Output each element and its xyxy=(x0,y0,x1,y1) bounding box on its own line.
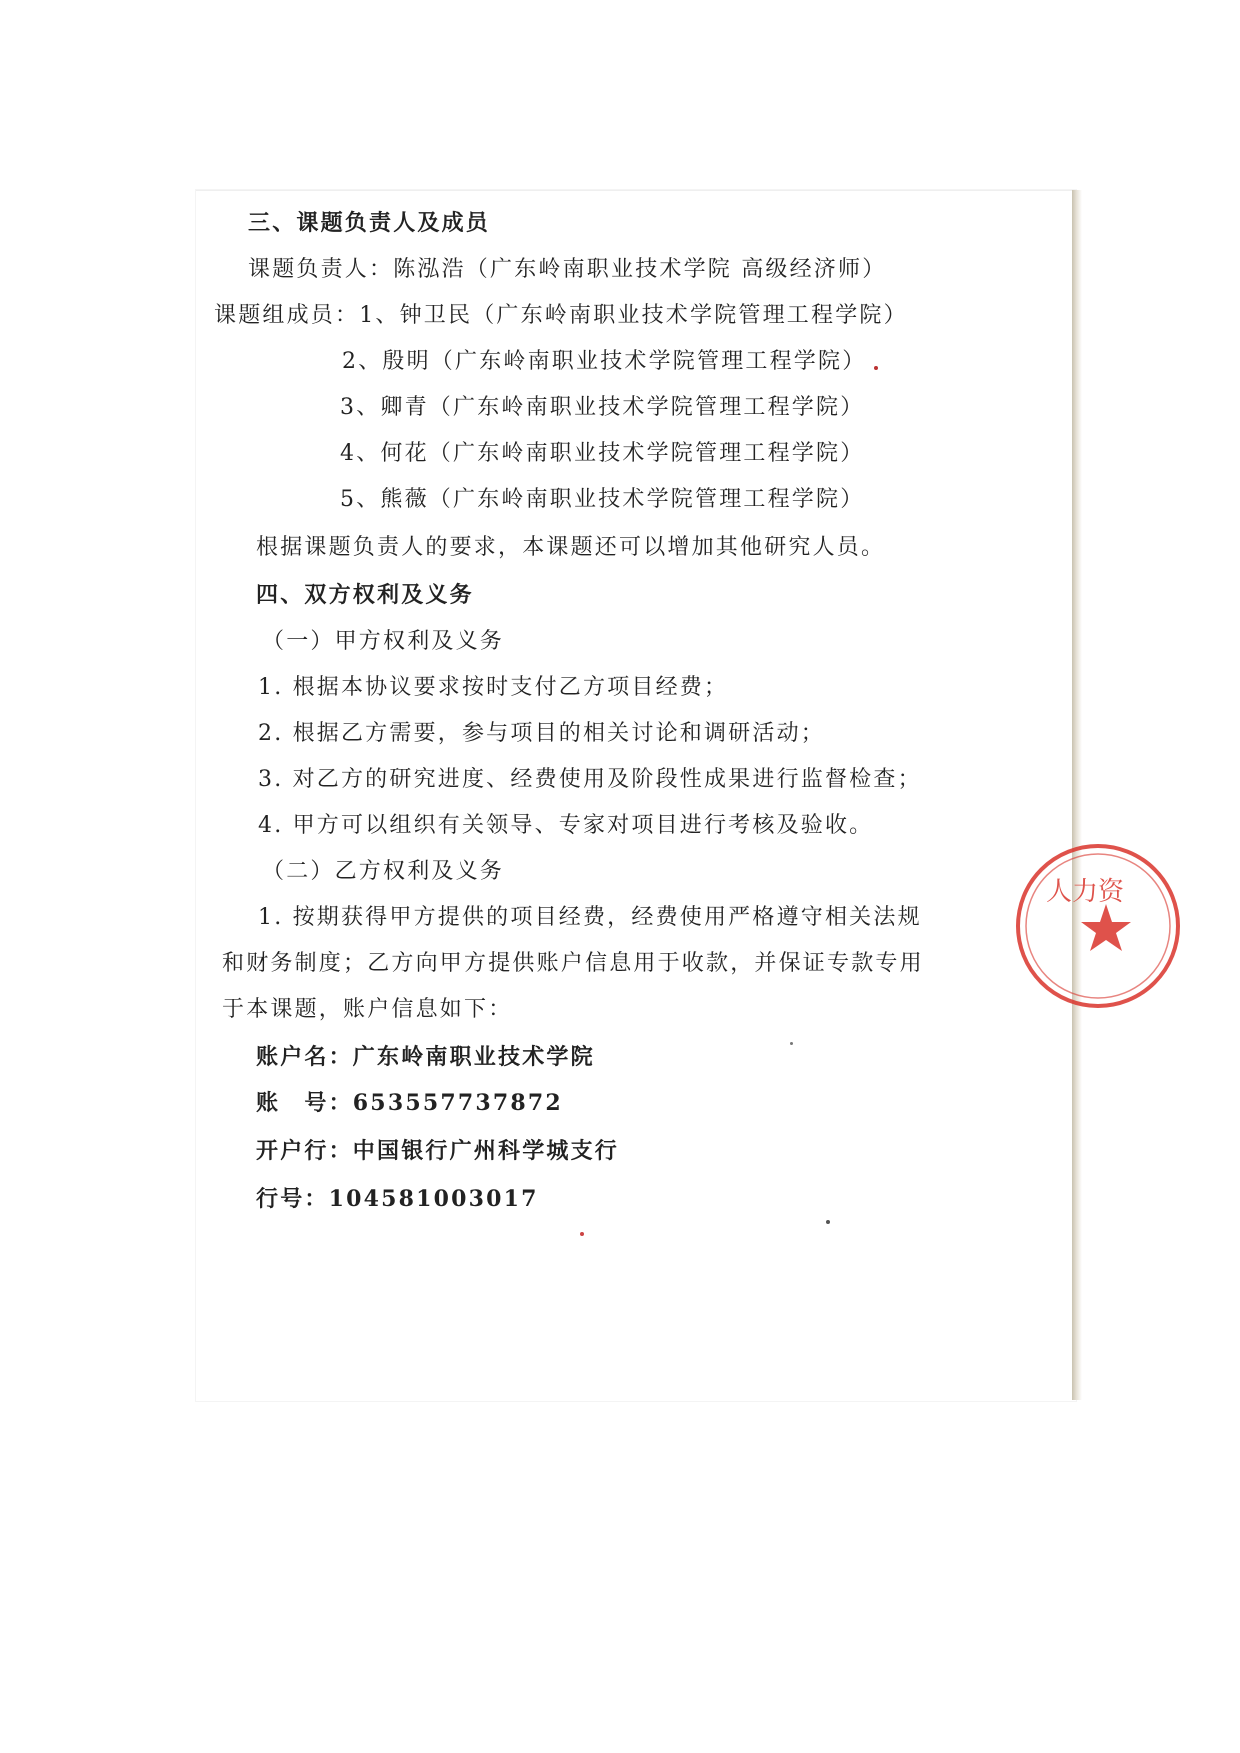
party-b-heading: （二）乙方权利及义务 xyxy=(262,859,505,884)
party-b-line-3: 于本课题，账户信息如下： xyxy=(222,997,513,1022)
project-leader: 课题负责人：陈泓浩（广东岭南职业技术学院 高级经济师） xyxy=(248,257,887,282)
page-edge-shadow xyxy=(1072,190,1082,1400)
seal-text: 人力资 xyxy=(1046,877,1125,907)
party-b-line-2: 和财务制度；乙方向甲方提供账户信息用于收款，并保证专款专用 xyxy=(222,951,924,976)
account-number: 账 号：653557737872 xyxy=(256,1090,563,1116)
section-3-heading: 三、课题负责人及成员 xyxy=(248,210,491,236)
scan-speck xyxy=(826,1220,830,1224)
party-a-heading: （一）甲方权利及义务 xyxy=(262,629,505,654)
party-a-item-1: 1. 根据本协议要求按时支付乙方项目经费； xyxy=(258,675,729,700)
party-a-item-2: 2. 根据乙方需要，参与项目的相关讨论和调研活动； xyxy=(258,721,825,746)
official-seal-stamp xyxy=(1010,838,1186,1014)
scan-speck xyxy=(580,1232,584,1236)
party-a-item-4: 4. 甲方可以组织有关领导、专家对项目进行考核及验收。 xyxy=(258,813,874,838)
account-bank-code: 行号：104581003017 xyxy=(256,1186,539,1212)
member-1: 课题组成员：1、钟卫民（广东岭南职业技术学院管理工程学院） xyxy=(214,303,908,328)
member-4: 4、何花（广东岭南职业技术学院管理工程学院） xyxy=(340,441,865,466)
account-bank: 开户行：中国银行广州科学城支行 xyxy=(256,1138,620,1164)
party-a-item-3: 3. 对乙方的研究进度、经费使用及阶段性成果进行监督检查； xyxy=(258,767,922,792)
members-note: 根据课题负责人的要求，本课题还可以增加其他研究人员。 xyxy=(256,535,886,560)
member-2: 2、殷明（广东岭南职业技术学院管理工程学院） xyxy=(342,349,867,374)
party-b-line-1: 1. 按期获得甲方提供的项目经费，经费使用严格遵守相关法规 xyxy=(258,905,922,930)
scan-speck xyxy=(874,366,878,370)
member-3: 3、卿青（广东岭南职业技术学院管理工程学院） xyxy=(340,395,865,420)
section-4-heading: 四、双方权利及义务 xyxy=(256,582,474,608)
scan-speck xyxy=(790,1042,793,1045)
account-name: 账户名：广东岭南职业技术学院 xyxy=(256,1044,595,1070)
member-5: 5、熊薇（广东岭南职业技术学院管理工程学院） xyxy=(340,487,865,512)
